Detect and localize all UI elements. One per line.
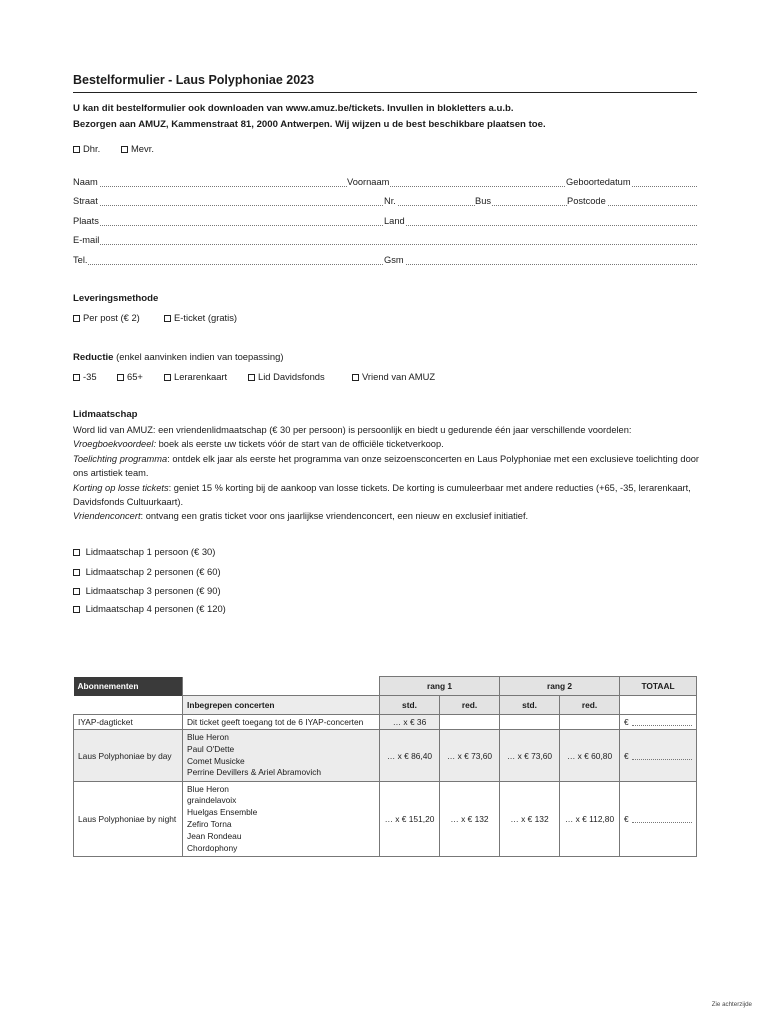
reductie-option-label: Lid Davidsfonds bbox=[258, 371, 325, 382]
row-concerts: Blue Heron Paul O'Dette Comet Musicke Perrine Devillers & Ariel Abramovich bbox=[183, 730, 380, 782]
header-totaal: TOTAAL bbox=[620, 677, 697, 696]
benefit-label: Toelichting programma bbox=[73, 453, 168, 464]
total-input-line bbox=[632, 717, 692, 726]
levering-option-post[interactable] bbox=[73, 312, 140, 323]
table-row bbox=[74, 715, 697, 730]
row-name: IYAP-dagticket bbox=[74, 715, 183, 730]
row-name: Laus Polyphoniae by night bbox=[74, 782, 183, 857]
benefit-text: : geniet 15 % korting bij de aankoop van losse tickets. De korting is cumuleerbaar met andere reducties (+65, -35, lerarenkaart, Davidsfonds Cultuurkaart). bbox=[73, 482, 691, 508]
row-concerts: Dit ticket geeft toegang tot de 6 IYAP-concerten bbox=[183, 715, 380, 730]
reductie-note: (enkel aanvinken indien van toepassing) bbox=[116, 351, 284, 362]
lidmaatschap-heading: Lidmaatschap bbox=[73, 409, 138, 420]
straat-field[interactable]: Straat bbox=[73, 196, 98, 206]
checkbox-vriend[interactable] bbox=[352, 374, 359, 381]
lidmaatschap-text bbox=[73, 423, 703, 524]
table-header-row-2 bbox=[74, 696, 697, 715]
reductie-option-label: -35 bbox=[83, 371, 97, 382]
header-rang2: rang 2 bbox=[500, 677, 620, 696]
benefit-text: : ontvang een gratis ticket voor ons jaarlijkse vriendenconcert, een nieuw en exclusief initiatief. bbox=[140, 511, 529, 522]
option-mevr-label: Mevr. bbox=[131, 143, 154, 154]
price-r1-std[interactable]: … x € 151,20 bbox=[380, 782, 440, 857]
lidmaatschap-option-label: Lidmaatschap 3 personen (€ 90) bbox=[85, 585, 221, 596]
header-abonnementen: Abonnementen bbox=[74, 677, 183, 696]
voornaam-field[interactable]: Voornaam bbox=[347, 177, 390, 187]
postcode-field[interactable]: Postcode bbox=[567, 196, 606, 206]
total-input-line bbox=[632, 814, 692, 823]
price-r1-red[interactable]: … x € 132 bbox=[440, 782, 500, 857]
reductie-option-35[interactable] bbox=[73, 371, 97, 382]
euro-sign: € bbox=[624, 750, 629, 761]
checkbox-lid-3[interactable] bbox=[73, 588, 80, 595]
option-dhr[interactable] bbox=[73, 143, 100, 154]
table-row bbox=[74, 782, 697, 857]
benefit-toelichting bbox=[73, 452, 703, 481]
plaats-field[interactable]: Plaats bbox=[73, 216, 99, 226]
table-row bbox=[74, 730, 697, 782]
checkbox-lid-2[interactable] bbox=[73, 569, 80, 576]
page-title: Bestelformulier - Laus Polyphoniae 2023 bbox=[73, 73, 315, 87]
table-header-row-1 bbox=[74, 677, 697, 696]
naam-field[interactable]: Naam bbox=[73, 177, 98, 187]
checkbox-dhr[interactable] bbox=[73, 146, 80, 153]
reductie-option-vriend[interactable] bbox=[352, 371, 435, 382]
benefit-label: Vroegboekvoordeel: bbox=[73, 439, 157, 450]
price-r1-red bbox=[440, 715, 500, 730]
benefit-text: : ontdek elk jaar als eerste het programma van onze seizoensconcerten en Laus Polyphoniae met een exclusieve toelichting door ons artistiek team. bbox=[73, 453, 700, 479]
option-mevr[interactable] bbox=[121, 143, 154, 154]
reductie-option-label: Lerarenkaart bbox=[174, 371, 228, 382]
benefit-label: Korting op losse tickets bbox=[73, 482, 169, 493]
row-name: Laus Polyphoniae by day bbox=[74, 730, 183, 782]
reductie-option-label: Vriend van AMUZ bbox=[362, 371, 436, 382]
lidmaatschap-option-4[interactable] bbox=[73, 603, 226, 614]
checkbox-lid-4[interactable] bbox=[73, 606, 80, 613]
levering-option-label: E-ticket (gratis) bbox=[174, 312, 238, 323]
header-r2-red: red. bbox=[560, 696, 620, 715]
reductie-option-davidsfonds[interactable] bbox=[248, 371, 325, 382]
title-divider bbox=[73, 92, 697, 93]
land-field[interactable]: Land bbox=[384, 216, 405, 226]
checkbox-65plus[interactable] bbox=[117, 374, 124, 381]
price-r1-std[interactable]: … x € 36 bbox=[380, 715, 440, 730]
levering-heading: Leveringsmethode bbox=[73, 293, 159, 304]
price-r1-red[interactable]: … x € 73,60 bbox=[440, 730, 500, 782]
abonnementen-table bbox=[73, 676, 697, 857]
option-dhr-label: Dhr. bbox=[83, 143, 101, 154]
tel-field[interactable]: Tel. bbox=[73, 255, 88, 265]
header-total-empty bbox=[620, 696, 697, 715]
checkbox-davidsfonds[interactable] bbox=[248, 374, 255, 381]
levering-option-eticket[interactable] bbox=[164, 312, 237, 323]
email-field[interactable]: E-mail bbox=[73, 235, 100, 245]
header-inbegrepen: Inbegrepen concerten bbox=[183, 696, 380, 715]
lidmaatschap-option-3[interactable] bbox=[73, 585, 221, 596]
checkbox-mevr[interactable] bbox=[121, 146, 128, 153]
lidmaatschap-option-label: Lidmaatschap 1 persoon (€ 30) bbox=[85, 546, 216, 557]
benefit-text: boek als eerste uw tickets vóór de start van de officiële ticketverkoop. bbox=[156, 439, 444, 450]
footer-note: Zie achterzijde bbox=[711, 1001, 752, 1008]
reductie-option-lerarenkaart[interactable] bbox=[164, 371, 227, 382]
header-rang1: rang 1 bbox=[380, 677, 500, 696]
total-cell[interactable] bbox=[620, 782, 697, 857]
price-r2-red[interactable]: … x € 60,80 bbox=[560, 730, 620, 782]
header-spacer bbox=[74, 696, 183, 715]
benefit-korting bbox=[73, 481, 703, 510]
header-r2-std: std. bbox=[500, 696, 560, 715]
checkbox-lid-1[interactable] bbox=[73, 549, 80, 556]
gsm-field[interactable]: Gsm bbox=[384, 255, 404, 265]
benefit-vriendenconcert bbox=[73, 509, 703, 523]
levering-option-label: Per post (€ 2) bbox=[83, 312, 140, 323]
header-r1-std: std. bbox=[380, 696, 440, 715]
price-r2-std[interactable]: … x € 132 bbox=[500, 782, 560, 857]
checkbox-lerarenkaart[interactable] bbox=[164, 374, 171, 381]
header-empty bbox=[183, 677, 380, 696]
lidmaatschap-intro: Word lid van AMUZ: een vriendenlidmaatschap (€ 30 per persoon) is persoonlijk en biedt u gedurende één jaar verschillende voordelen: bbox=[73, 425, 632, 435]
lidmaatschap-option-label: Lidmaatschap 2 personen (€ 60) bbox=[85, 566, 221, 577]
lidmaatschap-option-1[interactable] bbox=[73, 546, 215, 557]
price-r2-red[interactable]: … x € 112,80 bbox=[560, 782, 620, 857]
price-r2-std[interactable]: … x € 73,60 bbox=[500, 730, 560, 782]
checkbox-post[interactable] bbox=[73, 315, 80, 322]
reductie-heading: Reductie bbox=[73, 352, 114, 363]
euro-sign: € bbox=[624, 814, 629, 824]
intro-line-1: U kan dit bestelformulier ook downloaden van www.amuz.be/tickets. Invullen in blokletters a.u.b. bbox=[73, 103, 514, 114]
bus-field[interactable]: Bus bbox=[475, 196, 492, 206]
header-r1-red: red. bbox=[440, 696, 500, 715]
total-cell[interactable] bbox=[620, 730, 697, 782]
checkbox-min35[interactable] bbox=[73, 374, 80, 381]
intro-line-2: Bezorgen aan AMUZ, Kammenstraat 81, 2000 Antwerpen. Wij wijzen u de best beschikbare plaatsen toe. bbox=[73, 119, 546, 130]
reductie-option-label: 65+ bbox=[127, 371, 143, 382]
price-r2-red bbox=[560, 715, 620, 730]
lidmaatschap-option-label: Lidmaatschap 4 personen (€ 120) bbox=[85, 603, 226, 614]
row-email-line bbox=[73, 243, 697, 245]
nr-field[interactable]: Nr. bbox=[384, 196, 396, 206]
benefit-label: Vriendenconcert bbox=[73, 511, 141, 522]
lidmaatschap-option-2[interactable] bbox=[73, 566, 221, 577]
checkbox-eticket[interactable] bbox=[164, 315, 171, 322]
geboortedatum-field[interactable]: Geboortedatum bbox=[566, 177, 631, 187]
euro-sign: € bbox=[624, 717, 629, 727]
benefit-vroegboek bbox=[73, 437, 703, 451]
price-r2-std bbox=[500, 715, 560, 730]
total-cell[interactable] bbox=[620, 715, 697, 730]
price-r1-std[interactable]: … x € 86,40 bbox=[380, 730, 440, 782]
row-concerts: Blue Heron graindelavoix Huelgas Ensemble Zefiro Torna Jean Rondeau Chordophony bbox=[183, 782, 380, 857]
reductie-option-65[interactable] bbox=[117, 371, 143, 382]
reductie-heading-row bbox=[73, 351, 283, 363]
total-input-line bbox=[632, 751, 692, 760]
